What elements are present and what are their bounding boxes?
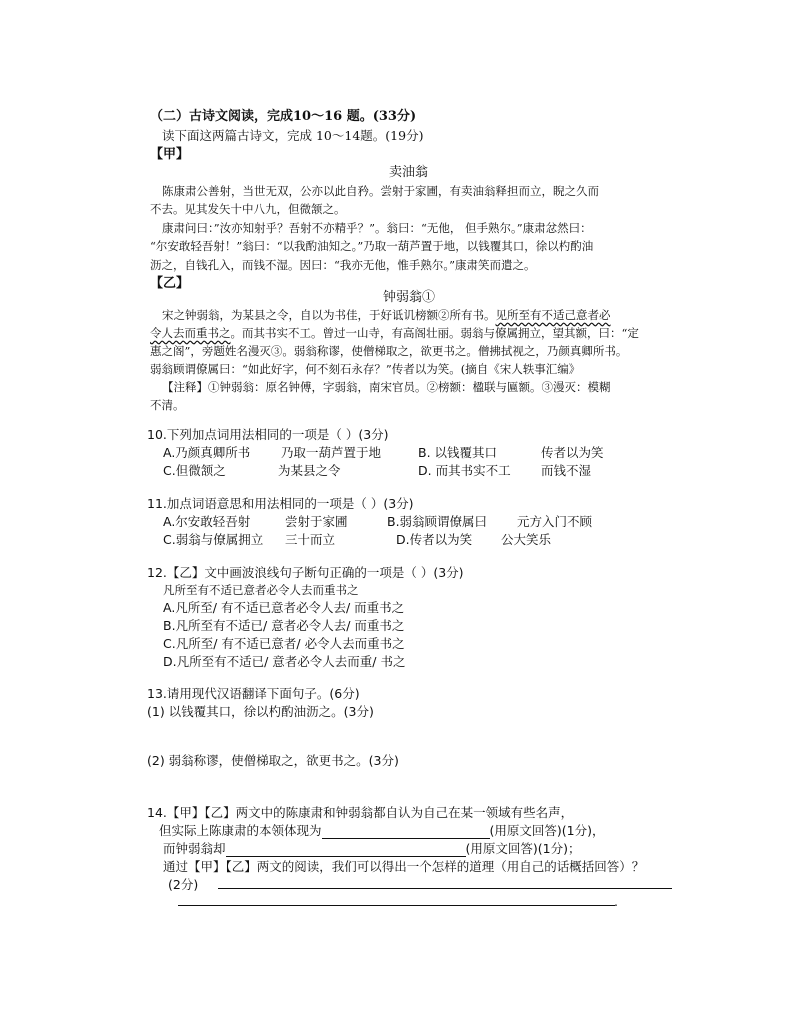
q10-option-d-pair: 而钱不湿 <box>541 463 592 478</box>
q10-option-a-pair: 乃取一葫芦置于地 <box>281 445 382 460</box>
q13-stem: 13.请用现代汉语翻译下面句子。(6分) <box>147 686 360 701</box>
yi-text-plain: 。而其书实不工。曾过一山寺，有高阁壮丽。弱翁与僚属拥立，望其额，曰：“定 <box>230 326 639 340</box>
jia-text-line: 康肃问曰：”汝亦知射乎？吾射不亦精乎？”。翁曰：“无他， 但手熟尔。”康肃忿然曰： <box>162 221 592 235</box>
yi-text-line <box>162 307 611 323</box>
yi-text-line: 弱翁顾谓僚属曰：“如此好字，何不刻石永存？”传者以为笑。(摘自《宋人轶事汇编》 <box>150 362 581 376</box>
q14-answer-line-2[interactable] <box>178 905 615 906</box>
section-intro: 读下面这两篇古诗文，完成 10～14题。(19分) <box>162 128 424 143</box>
q12-option-d: D.凡所至有不适已/ 意者必令人去而重/ 书之 <box>163 654 406 669</box>
yi-wavy-sentence-part: 见所至有不适己意者必 <box>495 308 611 322</box>
q10-option-a: A.乃颜真卿所书 <box>163 445 251 460</box>
q11-option-c-pair: 三十而立 <box>285 532 336 547</box>
yi-wavy-sentence-part: 令人去而重书之 <box>150 326 231 340</box>
yi-text-line <box>150 325 639 341</box>
q11-option-d: D.传者以为笑 <box>396 532 473 547</box>
q14-line-3-text: 而钟弱翁却 <box>163 841 226 856</box>
q14-answer-line-1[interactable] <box>218 888 672 889</box>
q12-option-a: A.凡所至/ 有不适已意者必令人去/ 而重书之 <box>163 600 405 615</box>
q11-option-b: B.弱翁顾谓僚属曰 <box>387 514 488 529</box>
yi-title: 钟弱翁① <box>383 290 436 305</box>
q10-option-c: C.但微颔之 <box>163 463 226 478</box>
yi-label: 【乙】 <box>150 276 190 291</box>
q14-answer-blank-2[interactable] <box>226 843 466 857</box>
q10-stem: 10.下列加点词用法相同的一项是（ ）(3分) <box>147 427 389 442</box>
q11-option-b-pair: 元方入门不顾 <box>517 514 593 529</box>
q11-option-c: C.弱翁与僚属拥立 <box>163 532 264 547</box>
q11-option-d-pair: 公大笑乐 <box>501 532 552 547</box>
q14-line-3-hint: (用原文回答)(1分)； <box>465 841 581 856</box>
yi-note-line: 【注释】①钟弱翁：原名钟傅，字弱翁，南宋官员。②榜额：楹联与匾额。③漫灭：模糊 <box>162 380 611 394</box>
q11-option-a-pair: 尝射于家圃 <box>285 514 348 529</box>
jia-text-line: 不去。见其发矢十中八九，但微颔之。 <box>150 202 346 216</box>
q12-option-c: C.凡所至/ 有不适已意者/ 必令人去而重书之 <box>163 636 405 651</box>
q14-line-5-score: (2分) <box>168 877 199 892</box>
q14-stem: 14.【甲】【乙】两文中的陈康肃和钟弱翁都自认为自己在某一领域有些名声， <box>147 805 574 820</box>
q11-stem: 11.加点词语意思和用法相同的一项是（ ）(3分) <box>147 496 414 511</box>
q14-end-dot: . <box>614 894 618 909</box>
q14-line-3 <box>163 840 580 857</box>
jia-text-line: “尔安敢轻吾射！”翁曰：“以我酌油知之。”乃取一葫芦置于地，以钱覆其口，徐以杓酌油 <box>150 239 594 253</box>
q14-line-2-hint: (用原文回答)(1分)， <box>489 823 605 838</box>
jia-label: 【甲】 <box>150 147 190 162</box>
q10-option-b-pair: 传者以为笑 <box>541 445 604 460</box>
q14-line-2-text: 但实际上陈康肃的本领体现为 <box>159 823 322 838</box>
yi-text-line: 惠之阁”，旁题姓名漫灭③。弱翁称谬，使僧梯取之，欲更书之。僧拂拭视之，乃颜真卿所书。 <box>150 344 628 358</box>
jia-text-line: 陈康肃公善射，当世无双，公亦以此自矜。尝射于家圃，有卖油翁释担而立，睨之久而 <box>162 184 599 198</box>
yi-text-plain: 宋之钟弱翁，为某县之令，自以为书佳，于好诋讥榜额②所有书。 <box>162 308 496 322</box>
q10-option-c-pair: 为某县之令 <box>278 463 341 478</box>
q12-stem: 12.【乙】文中画波浪线句子断句正确的一项是（ ）(3分) <box>147 565 464 580</box>
q10-option-d: D. 而其书实不工 <box>418 463 511 478</box>
yi-note-line: 不清。 <box>150 398 185 412</box>
q14-answer-blank-1[interactable] <box>322 825 490 839</box>
jia-text-line: 沥之，自钱孔入，而钱不湿。因曰：“我亦无他，惟手熟尔。”康肃笑而遣之。 <box>150 258 536 272</box>
q13-sentence-1: (1) 以钱覆其口，徐以杓酌油沥之。(3分) <box>147 704 374 719</box>
q11-option-a: A.尔安敢轻吾射 <box>163 514 251 529</box>
q12-option-b: B.凡所至有不适已/ 意者必令人去/ 而重书之 <box>163 618 405 633</box>
section-heading: （二）古诗文阅读，完成10～16 题。(33分) <box>150 109 417 124</box>
jia-title: 卖油翁 <box>389 165 429 180</box>
q14-line-2 <box>159 822 604 839</box>
q10-option-b: B. 以钱覆其口 <box>418 445 498 460</box>
q13-sentence-2: (2) 弱翁称谬，使僧梯取之，欲更书之。(3分) <box>147 753 399 768</box>
q12-sentence: 凡所至有不适已意者必令人去而重书之 <box>163 583 359 597</box>
q14-line-4: 通过【甲】【乙】两文的阅读，我们可以得出一个怎样的道理（用自己的话概括回答）？ <box>163 859 645 874</box>
